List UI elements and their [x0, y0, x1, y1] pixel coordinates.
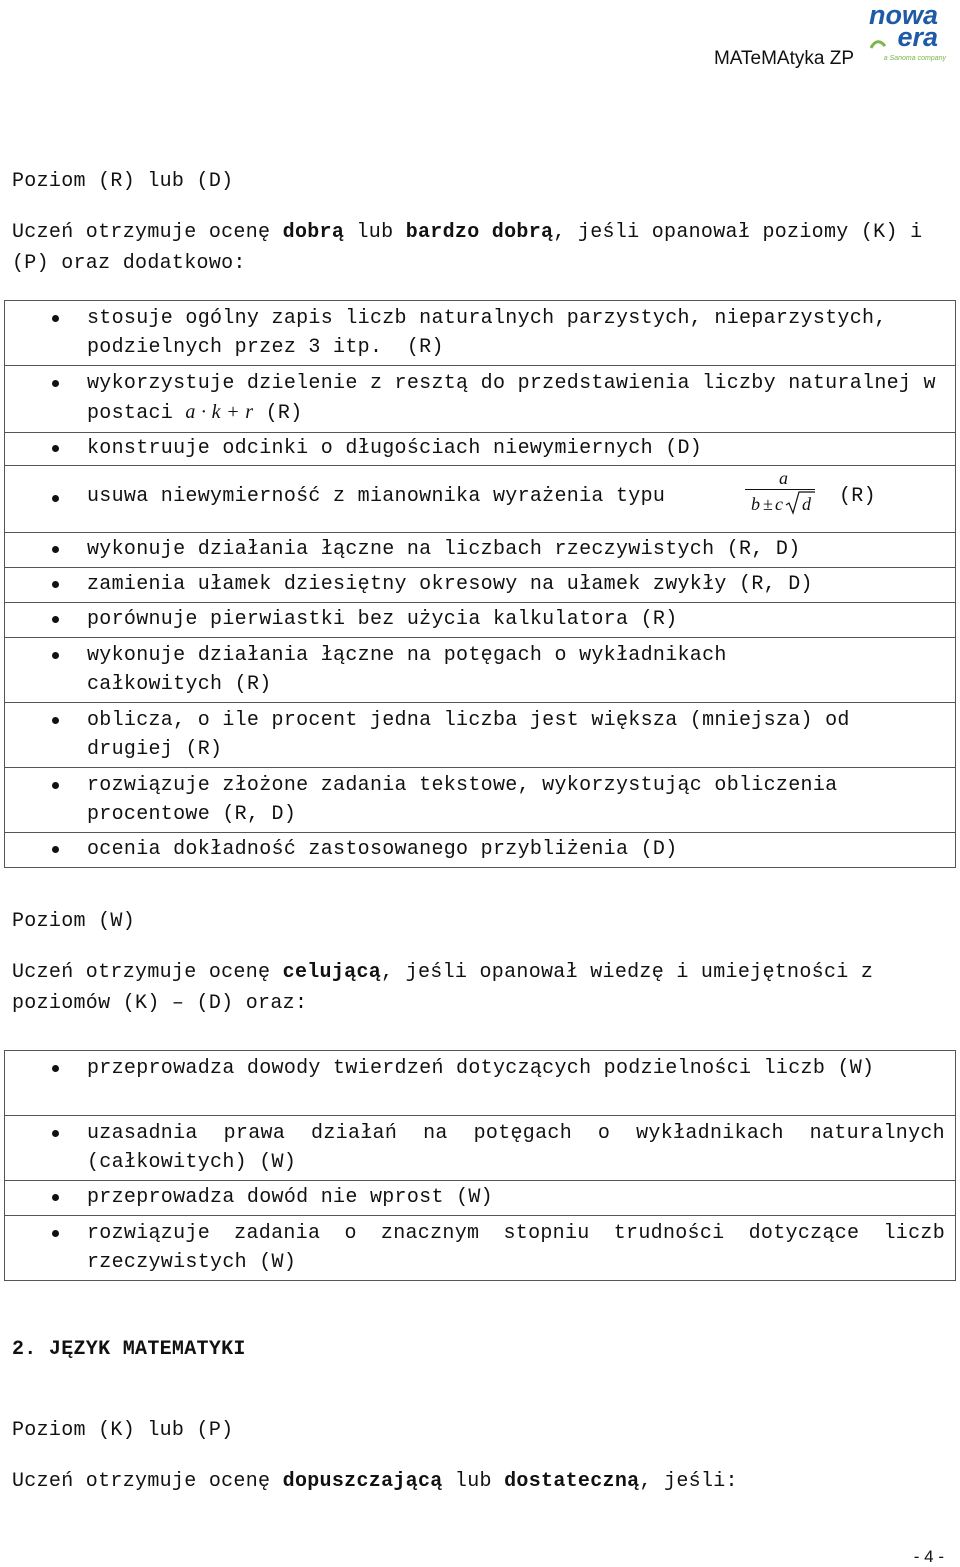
bullet-icon	[52, 1194, 59, 1201]
page-number: - 4 -	[913, 1547, 944, 1566]
item-tag: (W)	[456, 1186, 493, 1209]
bullet-icon	[52, 652, 59, 659]
fraction-formula	[745, 468, 825, 524]
fraction-den-c: c	[775, 494, 784, 514]
list-item	[5, 1051, 956, 1116]
section2-intro	[12, 957, 952, 1019]
grade-excellent: celującą	[282, 961, 382, 984]
requirements-table-w	[4, 1050, 956, 1281]
item-text: stosuje ogólny zapis liczb naturalnych parzystych, nieparzystych, podzielnych przez 3 itp.	[87, 307, 887, 359]
list-item	[5, 638, 956, 703]
item-tag: (R, D)	[222, 803, 297, 826]
level-heading-w: Poziom (W)	[12, 910, 136, 933]
grade-good: dobrą	[282, 221, 345, 244]
bullet-icon	[52, 1065, 59, 1072]
bullet-icon	[52, 546, 59, 553]
logo-tagline: a Sanoma company	[883, 55, 946, 62]
list-item	[5, 533, 956, 568]
bullet-icon	[52, 846, 59, 853]
bullet-icon	[52, 782, 59, 789]
list-item	[5, 1216, 956, 1281]
list-item	[5, 768, 956, 833]
list-item	[5, 366, 956, 433]
item-tag: (R)	[640, 608, 678, 631]
item-text: wykonuje działania łączne na liczbach rzeczywistych	[87, 538, 715, 561]
chapter-heading: 2. JĘZYK MATEMATYKI	[12, 1338, 246, 1361]
publisher-logo	[866, 2, 946, 68]
item-text: przeprowadza dowód nie wprost	[87, 1186, 444, 1209]
item-tag: (R)	[185, 738, 223, 761]
item-tag: (W)	[259, 1151, 297, 1174]
grade-sufficient: dopuszczającą	[282, 1470, 443, 1493]
item-text: konstruuje odcinki o długościach niewymiernych	[87, 437, 653, 460]
list-item	[5, 603, 956, 638]
bullet-icon	[52, 315, 59, 322]
fraction-den-b: b	[751, 494, 761, 514]
item-text: usuwa niewymierność z mianownika wyrażenia typu	[87, 485, 666, 508]
item-tag: (R, D)	[739, 573, 813, 596]
bullet-icon	[52, 616, 59, 623]
list-item	[5, 1116, 956, 1181]
item-formula: a · k + r	[185, 401, 254, 423]
item-tag: (D)	[640, 838, 678, 861]
list-item	[5, 568, 956, 603]
level-heading-k-p: Poziom (K) lub (P)	[12, 1419, 234, 1442]
item-text: zamienia ułamek dziesiętny okresowy na ułamek zwykły	[87, 573, 727, 596]
requirements-table-r-d	[4, 300, 956, 868]
logo-line2: era	[897, 22, 938, 52]
list-item	[5, 301, 956, 366]
logo-line1: nowa	[868, 0, 938, 30]
fraction-den-plusminus: ±	[763, 494, 774, 514]
item-text: porównuje pierwiastki bez użycia kalkulatora	[87, 608, 629, 631]
document-header-title: MATeMAtyka ZP	[713, 48, 854, 69]
item-text: uzasadnia prawa działań na potęgach o wykładnikach naturalnych (całkowitych)	[87, 1122, 945, 1174]
bullet-icon	[52, 717, 59, 724]
list-item	[5, 833, 956, 868]
item-tag: (R)	[406, 336, 444, 359]
item-tag: (W)	[259, 1251, 297, 1274]
item-tag: (R)	[265, 402, 303, 425]
bullet-icon	[52, 581, 59, 588]
list-item	[5, 1181, 956, 1216]
item-tag: (W)	[837, 1057, 875, 1080]
bullet-icon	[52, 1130, 59, 1137]
section1-intro	[12, 217, 952, 279]
list-item	[5, 703, 956, 768]
item-text: oblicza, o ile procent jedna liczba jest większa (mniejsza) od drugiej	[87, 709, 850, 761]
item-text: ocenia dokładność zastosowanego przybliżenia	[87, 838, 629, 861]
intro-text: lub	[442, 1470, 505, 1493]
intro-text: , jeśli opanował wiedzę i umiejętności z poziomów (K) – (D) oraz:	[12, 961, 874, 1015]
fraction-den-d: d	[802, 494, 812, 514]
intro-text: , jeśli:	[639, 1470, 738, 1493]
item-text: wykonuje działania łączne na potęgach o wykładnikach całkowitych	[87, 644, 727, 696]
intro-text: Uczeń otrzymuje ocenę	[12, 221, 283, 244]
item-tag: (R, D)	[726, 538, 801, 561]
item-text: przeprowadza dowody twierdzeń dotyczących podzielności liczb	[87, 1057, 826, 1080]
bullet-icon	[52, 380, 59, 387]
intro-text: lub	[344, 221, 406, 244]
intro-text: Uczeń otrzymuje ocenę	[12, 1470, 283, 1493]
section3-intro	[12, 1466, 952, 1497]
item-text: rozwiązuje złożone zadania tekstowe, wykorzystując obliczenia procentowe	[87, 774, 838, 826]
item-text: wykorzystuje dzielenie z resztą do przedstawienia liczby naturalnej w postaci	[87, 372, 936, 425]
fraction-numerator: a	[779, 468, 789, 488]
bullet-icon	[52, 495, 59, 502]
item-tag: (D)	[665, 437, 703, 460]
intro-text: Uczeń otrzymuje ocenę	[12, 961, 283, 984]
list-item	[5, 433, 956, 466]
bullet-icon	[52, 445, 59, 452]
intro-text: , jeśli opanował poziomy (K) i (P) oraz dodatkowo:	[12, 221, 923, 275]
grade-very-good: bardzo dobrą	[405, 221, 554, 244]
item-text: rozwiązuje zadania o znacznym stopniu trudności dotyczące liczb rzeczywistych	[87, 1222, 945, 1274]
item-tag: (R)	[839, 485, 876, 508]
grade-satisfactory: dostateczną	[504, 1470, 640, 1493]
list-item	[5, 466, 956, 533]
level-heading-r-d: Poziom (R) lub (D)	[12, 170, 234, 193]
bullet-icon	[52, 1230, 59, 1237]
item-tag: (R)	[234, 673, 272, 696]
logo-swoosh-icon	[870, 38, 886, 52]
